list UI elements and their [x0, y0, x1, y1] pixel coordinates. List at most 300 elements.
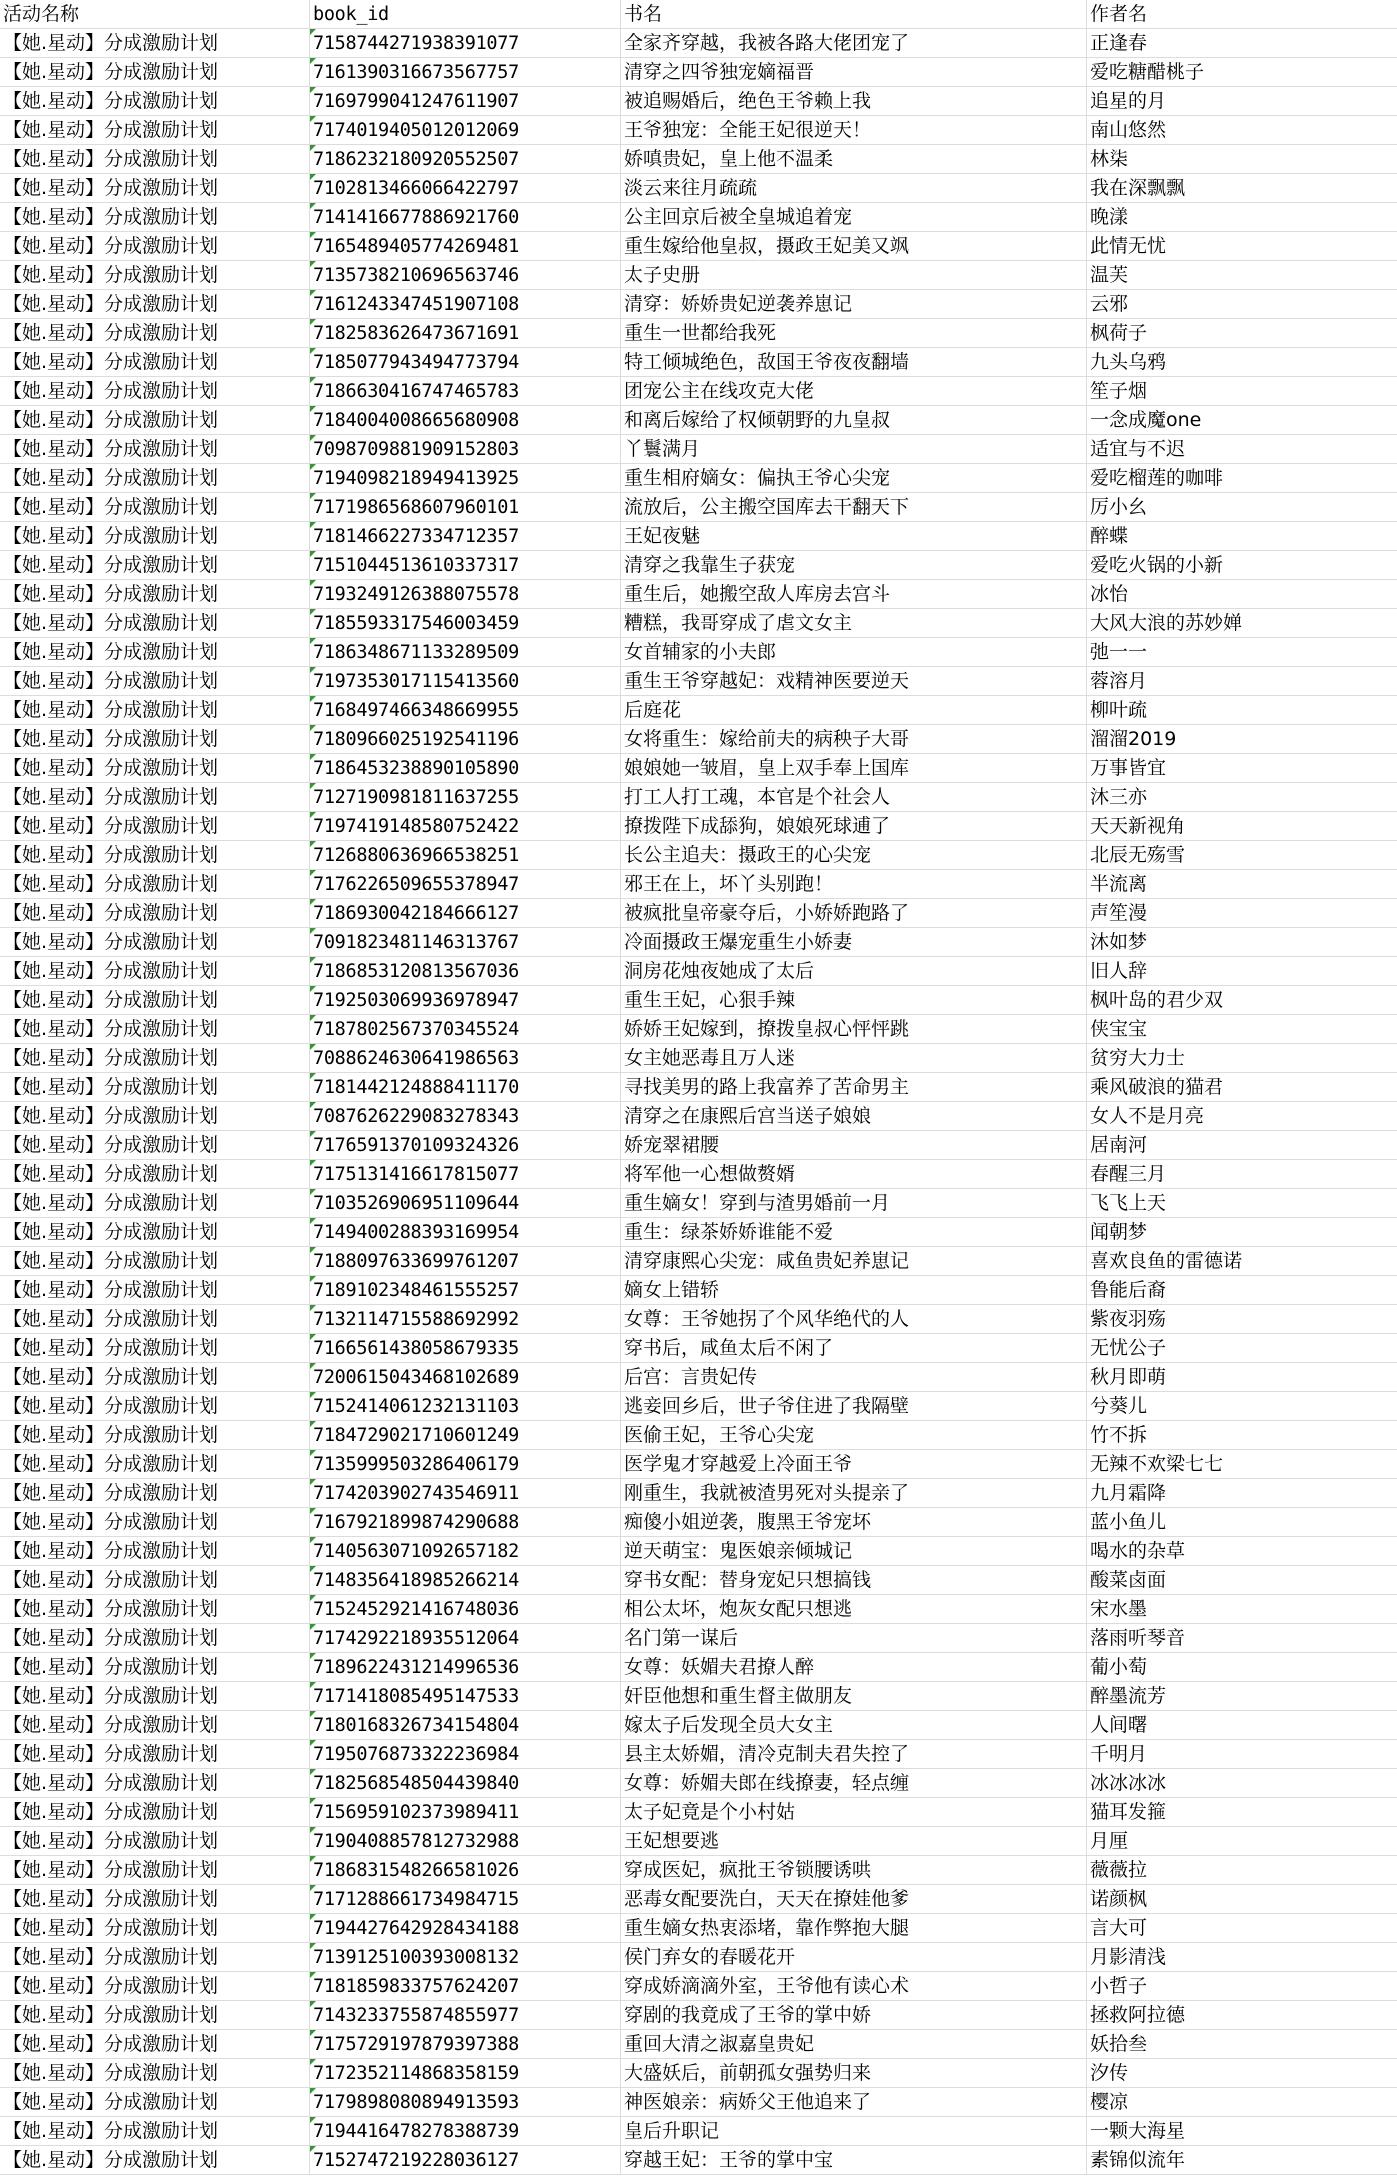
author-name-cell[interactable]: 千明月 — [1090, 1743, 1148, 1765]
book-title-cell[interactable]: 医偷王妃，王爷心尖宠 — [621, 1421, 1087, 1449]
book-title-cell[interactable]: 女尊：王爷她拐了个风华绝代的人 — [621, 1305, 1087, 1333]
activity-name-cell[interactable]: 【她.星动】分成激励计划 — [0, 1160, 310, 1188]
book-title-cell[interactable]: 被疯批皇帝豪夺后，小娇娇跑路了 — [621, 899, 1087, 927]
activity-name-cell[interactable]: 【她.星动】分成激励计划 — [0, 1943, 310, 1971]
book-id-cell[interactable] — [310, 1566, 621, 1594]
author-name-cell[interactable]: 声笙漫 — [1090, 902, 1148, 924]
book-id-cell[interactable] — [310, 841, 621, 869]
activity-name-cell[interactable]: 【她.星动】分成激励计划 — [0, 1856, 310, 1884]
book-id-cell[interactable] — [310, 957, 621, 985]
author-name-cell[interactable]: 猫耳发箍 — [1090, 1801, 1167, 1823]
book-id-cell[interactable] — [310, 1595, 621, 1623]
book-id-cell[interactable] — [310, 58, 621, 86]
author-name-cell[interactable]: 薇薇拉 — [1090, 1859, 1148, 1881]
book-id-cell[interactable] — [310, 203, 621, 231]
book-title-cell[interactable]: 穿书后，咸鱼太后不闲了 — [621, 1334, 1087, 1362]
book-title-cell[interactable]: 冷面摄政王爆宠重生小娇妻 — [621, 928, 1087, 956]
author-name-cell[interactable]: 妖拾叁 — [1090, 2033, 1148, 2055]
book-id-cell[interactable] — [310, 29, 621, 57]
book-id-cell[interactable] — [310, 1682, 621, 1710]
activity-name-cell[interactable]: 【她.星动】分成激励计划 — [0, 870, 310, 898]
book-id-cell[interactable] — [310, 899, 621, 927]
book-id-cell[interactable] — [310, 1421, 621, 1449]
book-id-cell[interactable] — [310, 1015, 621, 1043]
book-title-cell[interactable]: 娘娘她一皱眉，皇上双手奉上国库 — [621, 754, 1087, 782]
book-title-cell[interactable]: 穿剧的我竟成了王爷的掌中娇 — [621, 2001, 1087, 2029]
book-id-cell[interactable] — [310, 1827, 621, 1855]
activity-name-cell[interactable]: 【她.星动】分成激励计划 — [0, 1508, 310, 1536]
author-name-cell[interactable]: 樱凉 — [1090, 2091, 1129, 2113]
activity-name-cell[interactable]: 【她.星动】分成激励计划 — [0, 1798, 310, 1826]
author-name-cell[interactable]: 蓝小鱼儿 — [1090, 1511, 1167, 1533]
book-title-cell[interactable]: 痴傻小姐逆袭，腹黑王爷宠坏 — [621, 1508, 1087, 1536]
activity-name-cell[interactable]: 【她.星动】分成激励计划 — [0, 261, 310, 289]
activity-name-cell[interactable]: 【她.星动】分成激励计划 — [0, 928, 310, 956]
book-title-cell[interactable]: 女首辅家的小夫郎 — [621, 638, 1087, 666]
book-id-cell[interactable] — [310, 812, 621, 840]
author-name-cell[interactable]: 紫夜羽殇 — [1090, 1308, 1167, 1330]
book-id-cell[interactable] — [310, 232, 621, 260]
book-title-cell[interactable]: 侯门弃女的春暖花开 — [621, 1943, 1087, 1971]
book-id-cell[interactable] — [310, 2001, 621, 2029]
author-name-cell[interactable]: 秋月即萌 — [1090, 1366, 1167, 1388]
activity-name-cell[interactable]: 【她.星动】分成激励计划 — [0, 1769, 310, 1797]
book-title-cell[interactable]: 重生后，她搬空敌人库房去宫斗 — [621, 580, 1087, 608]
author-name-cell[interactable]: 喜欢良鱼的雷德诺 — [1090, 1250, 1243, 1272]
book-title-cell[interactable]: 洞房花烛夜她成了太后 — [621, 957, 1087, 985]
author-name-cell[interactable]: 厉小幺 — [1090, 496, 1148, 518]
book-id-cell[interactable] — [310, 2117, 621, 2145]
book-id-cell[interactable] — [310, 87, 621, 115]
author-name-cell[interactable]: 居南河 — [1090, 1134, 1148, 1156]
activity-name-cell[interactable]: 【她.星动】分成激励计划 — [0, 1624, 310, 1652]
book-id-cell[interactable] — [310, 1479, 621, 1507]
author-name-cell[interactable]: 晚漾 — [1090, 206, 1129, 228]
book-id-cell[interactable] — [310, 1305, 621, 1333]
author-name-cell[interactable]: 蓉溶月 — [1090, 670, 1148, 692]
book-id-cell[interactable] — [310, 754, 621, 782]
activity-name-cell[interactable]: 【她.星动】分成激励计划 — [0, 1653, 310, 1681]
book-title-cell[interactable]: 恶毒女配要洗白，天天在撩娃他爹 — [621, 1885, 1087, 1913]
activity-name-cell[interactable]: 【她.星动】分成激励计划 — [0, 1682, 310, 1710]
activity-name-cell[interactable]: 【她.星动】分成激励计划 — [0, 725, 310, 753]
book-id-cell[interactable] — [310, 1769, 621, 1797]
author-name-cell[interactable]: 月厘 — [1090, 1830, 1129, 1852]
activity-name-cell[interactable]: 【她.星动】分成激励计划 — [0, 1537, 310, 1565]
author-name-cell[interactable]: 弛一一 — [1090, 641, 1148, 663]
book-id-cell[interactable] — [310, 1363, 621, 1391]
activity-name-cell[interactable]: 【她.星动】分成激励计划 — [0, 1479, 310, 1507]
book-id-cell[interactable] — [310, 2146, 621, 2174]
book-id-cell[interactable] — [310, 1914, 621, 1942]
author-name-cell[interactable]: 枫荷子 — [1090, 322, 1148, 344]
book-title-cell[interactable]: 娇宠翠裙腰 — [621, 1131, 1087, 1159]
author-name-cell[interactable]: 柳叶疏 — [1090, 699, 1148, 721]
activity-name-cell[interactable]: 【她.星动】分成激励计划 — [0, 319, 310, 347]
activity-name-cell[interactable]: 【她.星动】分成激励计划 — [0, 2030, 310, 2058]
book-title-cell[interactable]: 名门第一谋后 — [621, 1624, 1087, 1652]
book-title-cell[interactable]: 被追赐婚后，绝色王爷赖上我 — [621, 87, 1087, 115]
book-title-cell[interactable]: 穿成医妃，疯批王爷锁腰诱哄 — [621, 1856, 1087, 1884]
book-id-cell[interactable] — [310, 493, 621, 521]
author-name-cell[interactable]: 竹不拆 — [1090, 1424, 1148, 1446]
book-title-cell[interactable]: 刚重生，我就被渣男死对头提亲了 — [621, 1479, 1087, 1507]
book-id-cell[interactable] — [310, 261, 621, 289]
book-title-cell[interactable]: 神医娘亲：病娇父王他追来了 — [621, 2088, 1087, 2116]
activity-name-cell[interactable]: 【她.星动】分成激励计划 — [0, 435, 310, 463]
header-activity-name[interactable]: 活动名称 — [0, 0, 310, 28]
author-name-cell[interactable]: 无忧公子 — [1090, 1337, 1167, 1359]
book-title-cell[interactable]: 清穿之在康熙后宫当送子娘娘 — [621, 1102, 1087, 1130]
activity-name-cell[interactable]: 【她.星动】分成激励计划 — [0, 638, 310, 666]
book-id-cell[interactable] — [310, 609, 621, 637]
book-title-cell[interactable]: 王爷独宠：全能王妃很逆天！ — [621, 116, 1087, 144]
book-id-cell[interactable] — [310, 667, 621, 695]
activity-name-cell[interactable]: 【她.星动】分成激励计划 — [0, 986, 310, 1014]
author-name-cell[interactable]: 春醒三月 — [1090, 1163, 1167, 1185]
author-name-cell[interactable]: 北辰无殇雪 — [1090, 844, 1186, 866]
author-name-cell[interactable]: 爱吃榴莲的咖啡 — [1090, 467, 1224, 489]
author-name-cell[interactable]: 醉墨流芳 — [1090, 1685, 1167, 1707]
activity-name-cell[interactable]: 【她.星动】分成激励计划 — [0, 116, 310, 144]
book-title-cell[interactable]: 重生：绿茶娇娇谁能不爱 — [621, 1218, 1087, 1246]
header-book-title[interactable]: 书名 — [621, 0, 1087, 28]
book-id-cell[interactable] — [310, 1160, 621, 1188]
book-id-cell[interactable] — [310, 1044, 621, 1072]
author-name-cell[interactable]: 冰怡 — [1090, 583, 1129, 605]
book-id-cell[interactable] — [310, 1508, 621, 1536]
author-name-cell[interactable]: 言大可 — [1090, 1917, 1148, 1939]
book-id-cell[interactable] — [310, 2030, 621, 2058]
activity-name-cell[interactable]: 【她.星动】分成激励计划 — [0, 1044, 310, 1072]
author-name-cell[interactable]: 鲁能后裔 — [1090, 1279, 1167, 1301]
book-title-cell[interactable]: 清穿之我靠生子获宠 — [621, 551, 1087, 579]
activity-name-cell[interactable]: 【她.星动】分成激励计划 — [0, 522, 310, 550]
author-name-cell[interactable]: 此情无忧 — [1090, 235, 1167, 257]
activity-name-cell[interactable]: 【她.星动】分成激励计划 — [0, 667, 310, 695]
author-name-cell[interactable]: 沐三亦 — [1090, 786, 1148, 808]
activity-name-cell[interactable]: 【她.星动】分成激励计划 — [0, 348, 310, 376]
book-id-cell[interactable] — [310, 145, 621, 173]
author-name-cell[interactable]: 拯救阿拉德 — [1090, 2004, 1186, 2026]
book-id-cell[interactable] — [310, 1653, 621, 1681]
author-name-cell[interactable]: 酸菜卤面 — [1090, 1569, 1167, 1591]
book-title-cell[interactable]: 撩拨陛下成舔狗，娘娘死球逋了 — [621, 812, 1087, 840]
book-id-cell[interactable] — [310, 116, 621, 144]
activity-name-cell[interactable]: 【她.星动】分成激励计划 — [0, 1972, 310, 2000]
book-id-cell[interactable] — [310, 551, 621, 579]
author-name-cell[interactable]: 一念成魔one — [1090, 409, 1202, 431]
book-title-cell[interactable]: 后宫：言贵妃传 — [621, 1363, 1087, 1391]
header-author-name[interactable]: 作者名 — [1090, 3, 1148, 25]
book-title-cell[interactable]: 清穿之四爷独宠嫡福晋 — [621, 58, 1087, 86]
author-name-cell[interactable]: 一颗大海星 — [1090, 2120, 1186, 2142]
book-title-cell[interactable]: 特工倾城绝色，敌国王爷夜夜翻墙 — [621, 348, 1087, 376]
book-id-cell[interactable] — [310, 1885, 621, 1913]
author-name-cell[interactable]: 适宜与不迟 — [1090, 438, 1186, 460]
activity-name-cell[interactable]: 【她.星动】分成激励计划 — [0, 1276, 310, 1304]
author-name-cell[interactable]: 旧人辞 — [1090, 960, 1148, 982]
activity-name-cell[interactable]: 【她.星动】分成激励计划 — [0, 2146, 310, 2174]
author-name-cell[interactable]: 飞飞上天 — [1090, 1192, 1167, 1214]
book-title-cell[interactable]: 娇娇王妃嫁到，撩拨皇叔心怦怦跳 — [621, 1015, 1087, 1043]
activity-name-cell[interactable]: 【她.星动】分成激励计划 — [0, 174, 310, 202]
author-name-cell[interactable]: 爱吃糖醋桃子 — [1090, 61, 1205, 83]
author-name-cell[interactable]: 兮葵儿 — [1090, 1395, 1148, 1417]
book-title-cell[interactable]: 女尊：妖媚夫君撩人醉 — [621, 1653, 1087, 1681]
book-title-cell[interactable]: 后庭花 — [621, 696, 1087, 724]
activity-name-cell[interactable]: 【她.星动】分成激励计划 — [0, 812, 310, 840]
activity-name-cell[interactable]: 【她.星动】分成激励计划 — [0, 145, 310, 173]
book-id-cell[interactable] — [310, 696, 621, 724]
book-id-cell[interactable] — [310, 1537, 621, 1565]
author-name-cell[interactable]: 葡小萄 — [1090, 1656, 1148, 1678]
book-title-cell[interactable]: 寻找美男的路上我富养了苦命男主 — [621, 1073, 1087, 1101]
author-name-cell[interactable]: 乘风破浪的猫君 — [1090, 1076, 1224, 1098]
activity-name-cell[interactable]: 【她.星动】分成激励计划 — [0, 377, 310, 405]
book-id-cell[interactable] — [310, 1102, 621, 1130]
activity-name-cell[interactable]: 【她.星动】分成激励计划 — [0, 696, 310, 724]
book-id-cell[interactable] — [310, 1624, 621, 1652]
activity-name-cell[interactable]: 【她.星动】分成激励计划 — [0, 1450, 310, 1478]
activity-name-cell[interactable]: 【她.星动】分成激励计划 — [0, 1711, 310, 1739]
book-id-cell[interactable] — [310, 464, 621, 492]
book-title-cell[interactable]: 逆天萌宝：鬼医娘亲倾城记 — [621, 1537, 1087, 1565]
book-id-cell[interactable] — [310, 725, 621, 753]
activity-name-cell[interactable]: 【她.星动】分成激励计划 — [0, 783, 310, 811]
book-id-cell[interactable] — [310, 522, 621, 550]
book-title-cell[interactable]: 穿越王妃：王爷的掌中宝 — [621, 2146, 1087, 2174]
activity-name-cell[interactable]: 【她.星动】分成激励计划 — [0, 1334, 310, 1362]
book-id-cell[interactable] — [310, 1247, 621, 1275]
author-name-cell[interactable]: 天天新视角 — [1090, 815, 1186, 837]
activity-name-cell[interactable]: 【她.星动】分成激励计划 — [0, 551, 310, 579]
activity-name-cell[interactable]: 【她.星动】分成激励计划 — [0, 1189, 310, 1217]
author-name-cell[interactable]: 醉蝶 — [1090, 525, 1129, 547]
author-name-cell[interactable]: 喝水的杂草 — [1090, 1540, 1186, 1562]
activity-name-cell[interactable]: 【她.星动】分成激励计划 — [0, 1131, 310, 1159]
activity-name-cell[interactable]: 【她.星动】分成激励计划 — [0, 1914, 310, 1942]
activity-name-cell[interactable]: 【她.星动】分成激励计划 — [0, 464, 310, 492]
book-id-cell[interactable] — [310, 2059, 621, 2087]
author-name-cell[interactable]: 无辣不欢梁七七 — [1090, 1453, 1224, 1475]
book-title-cell[interactable]: 嫁太子后发现全员大女主 — [621, 1711, 1087, 1739]
book-id-cell[interactable] — [310, 1740, 621, 1768]
activity-name-cell[interactable]: 【她.星动】分成激励计划 — [0, 2088, 310, 2116]
book-title-cell[interactable]: 女主她恶毒且万人迷 — [621, 1044, 1087, 1072]
author-name-cell[interactable]: 冰冰冰冰 — [1090, 1772, 1167, 1794]
book-id-cell[interactable] — [310, 435, 621, 463]
book-title-cell[interactable]: 流放后，公主搬空国库去干翻天下 — [621, 493, 1087, 521]
book-id-cell[interactable] — [310, 1798, 621, 1826]
activity-name-cell[interactable]: 【她.星动】分成激励计划 — [0, 232, 310, 260]
activity-name-cell[interactable]: 【她.星动】分成激励计划 — [0, 580, 310, 608]
book-id-cell[interactable] — [310, 1334, 621, 1362]
author-name-cell[interactable]: 闻朝梦 — [1090, 1221, 1148, 1243]
book-title-cell[interactable]: 女尊：娇媚夫郎在线撩妻，轻点缠 — [621, 1769, 1087, 1797]
author-name-cell[interactable]: 素锦似流年 — [1090, 2149, 1186, 2171]
book-title-cell[interactable]: 团宠公主在线攻克大佬 — [621, 377, 1087, 405]
activity-name-cell[interactable]: 【她.星动】分成激励计划 — [0, 1421, 310, 1449]
author-name-cell[interactable]: 女人不是月亮 — [1090, 1105, 1205, 1127]
author-name-cell[interactable]: 正逢春 — [1090, 32, 1148, 54]
activity-name-cell[interactable]: 【她.星动】分成激励计划 — [0, 957, 310, 985]
activity-name-cell[interactable]: 【她.星动】分成激励计划 — [0, 609, 310, 637]
book-title-cell[interactable]: 重生嫁给他皇叔，摄政王妃美又飒 — [621, 232, 1087, 260]
book-title-cell[interactable]: 公主回京后被全皇城追着宠 — [621, 203, 1087, 231]
author-name-cell[interactable]: 侠宝宝 — [1090, 1018, 1148, 1040]
book-title-cell[interactable]: 邪王在上，坏丫头别跑！ — [621, 870, 1087, 898]
book-title-cell[interactable]: 女将重生：嫁给前夫的病秧子大哥 — [621, 725, 1087, 753]
author-name-cell[interactable]: 汐传 — [1090, 2062, 1129, 2084]
book-title-cell[interactable]: 大盛妖后，前朝孤女强势归来 — [621, 2059, 1087, 2087]
activity-name-cell[interactable]: 【她.星动】分成激励计划 — [0, 841, 310, 869]
activity-name-cell[interactable]: 【她.星动】分成激励计划 — [0, 1740, 310, 1768]
book-title-cell[interactable]: 和离后嫁给了权倾朝野的九皇叔 — [621, 406, 1087, 434]
book-id-cell[interactable] — [310, 174, 621, 202]
author-name-cell[interactable]: 南山悠然 — [1090, 119, 1167, 141]
book-id-cell[interactable] — [310, 783, 621, 811]
activity-name-cell[interactable]: 【她.星动】分成激励计划 — [0, 29, 310, 57]
book-title-cell[interactable]: 王妃想要逃 — [621, 1827, 1087, 1855]
book-title-cell[interactable]: 糟糕，我哥穿成了虐文女主 — [621, 609, 1087, 637]
book-title-cell[interactable]: 打工人打工魂，本官是个社会人 — [621, 783, 1087, 811]
activity-name-cell[interactable]: 【她.星动】分成激励计划 — [0, 1566, 310, 1594]
book-title-cell[interactable]: 全家齐穿越，我被各路大佬团宠了 — [621, 29, 1087, 57]
activity-name-cell[interactable]: 【她.星动】分成激励计划 — [0, 493, 310, 521]
book-title-cell[interactable]: 太子妃竟是个小村姑 — [621, 1798, 1087, 1826]
book-title-cell[interactable]: 县主太娇媚，清冷克制夫君失控了 — [621, 1740, 1087, 1768]
book-id-cell[interactable] — [310, 1450, 621, 1478]
activity-name-cell[interactable]: 【她.星动】分成激励计划 — [0, 406, 310, 434]
book-title-cell[interactable]: 清穿：娇娇贵妃逆袭养崽记 — [621, 290, 1087, 318]
book-id-cell[interactable] — [310, 319, 621, 347]
book-id-cell[interactable] — [310, 348, 621, 376]
book-id-cell[interactable] — [310, 2088, 621, 2116]
book-id-cell[interactable] — [310, 406, 621, 434]
book-title-cell[interactable]: 重生王爷穿越妃：戏精神医要逆天 — [621, 667, 1087, 695]
book-title-cell[interactable]: 嫡女上错轿 — [621, 1276, 1087, 1304]
book-title-cell[interactable]: 淡云来往月疏疏 — [621, 174, 1087, 202]
author-name-cell[interactable]: 人间曙 — [1090, 1714, 1148, 1736]
author-name-cell[interactable]: 笙子烟 — [1090, 380, 1148, 402]
book-id-cell[interactable] — [310, 1073, 621, 1101]
book-id-cell[interactable] — [310, 928, 621, 956]
author-name-cell[interactable]: 贫穷大力士 — [1090, 1047, 1186, 1069]
author-name-cell[interactable]: 温芙 — [1090, 264, 1129, 286]
book-title-cell[interactable]: 长公主追夫：摄政王的心尖宠 — [621, 841, 1087, 869]
book-id-cell[interactable] — [310, 1392, 621, 1420]
author-name-cell[interactable]: 九头乌鸦 — [1090, 351, 1167, 373]
activity-name-cell[interactable]: 【她.星动】分成激励计划 — [0, 2117, 310, 2145]
book-title-cell[interactable]: 重生一世都给我死 — [621, 319, 1087, 347]
activity-name-cell[interactable]: 【她.星动】分成激励计划 — [0, 1218, 310, 1246]
activity-name-cell[interactable]: 【她.星动】分成激励计划 — [0, 290, 310, 318]
author-name-cell[interactable]: 落雨听琴音 — [1090, 1627, 1186, 1649]
activity-name-cell[interactable]: 【她.星动】分成激励计划 — [0, 2059, 310, 2087]
book-id-cell[interactable] — [310, 1189, 621, 1217]
book-title-cell[interactable]: 重生王妃，心狠手辣 — [621, 986, 1087, 1014]
book-title-cell[interactable]: 将军他一心想做赘婿 — [621, 1160, 1087, 1188]
book-id-cell[interactable] — [310, 1943, 621, 1971]
activity-name-cell[interactable]: 【她.星动】分成激励计划 — [0, 1073, 310, 1101]
header-book-id[interactable]: book_id — [310, 0, 621, 28]
author-name-cell[interactable]: 半流离 — [1090, 873, 1148, 895]
activity-name-cell[interactable]: 【她.星动】分成激励计划 — [0, 1102, 310, 1130]
activity-name-cell[interactable]: 【她.星动】分成激励计划 — [0, 1363, 310, 1391]
activity-name-cell[interactable]: 【她.星动】分成激励计划 — [0, 1885, 310, 1913]
book-id-cell[interactable] — [310, 1711, 621, 1739]
book-id-cell[interactable] — [310, 580, 621, 608]
activity-name-cell[interactable]: 【她.星动】分成激励计划 — [0, 2001, 310, 2029]
book-title-cell[interactable]: 丫鬟满月 — [621, 435, 1087, 463]
book-title-cell[interactable]: 穿书女配：替身宠妃只想搞钱 — [621, 1566, 1087, 1594]
book-title-cell[interactable]: 奸臣他想和重生督主做朋友 — [621, 1682, 1087, 1710]
activity-name-cell[interactable]: 【她.星动】分成激励计划 — [0, 1595, 310, 1623]
author-name-cell[interactable]: 诺颜枫 — [1090, 1888, 1148, 1910]
activity-name-cell[interactable]: 【她.星动】分成激励计划 — [0, 58, 310, 86]
activity-name-cell[interactable]: 【她.星动】分成激励计划 — [0, 1247, 310, 1275]
book-title-cell[interactable]: 重回大清之淑嘉皇贵妃 — [621, 2030, 1087, 2058]
book-id-cell[interactable] — [310, 870, 621, 898]
book-id-cell[interactable] — [310, 1131, 621, 1159]
book-title-cell[interactable]: 王妃夜魅 — [621, 522, 1087, 550]
activity-name-cell[interactable]: 【她.星动】分成激励计划 — [0, 1827, 310, 1855]
author-name-cell[interactable]: 九月霜降 — [1090, 1482, 1167, 1504]
author-name-cell[interactable]: 林柒 — [1090, 148, 1129, 170]
book-title-cell[interactable]: 逃妾回乡后，世子爷住进了我隔壁 — [621, 1392, 1087, 1420]
book-id-cell[interactable] — [310, 986, 621, 1014]
activity-name-cell[interactable]: 【她.星动】分成激励计划 — [0, 1305, 310, 1333]
book-title-cell[interactable]: 重生嫡女热衷添堵，靠作弊抱大腿 — [621, 1914, 1087, 1942]
author-name-cell[interactable]: 宋水墨 — [1090, 1598, 1148, 1620]
book-title-cell[interactable]: 太子史册 — [621, 261, 1087, 289]
book-title-cell[interactable]: 清穿康熙心尖宠：咸鱼贵妃养崽记 — [621, 1247, 1087, 1275]
author-name-cell[interactable]: 小哲子 — [1090, 1975, 1148, 1997]
book-title-cell[interactable]: 相公太坏，炮灰女配只想逃 — [621, 1595, 1087, 1623]
book-title-cell[interactable]: 皇后升职记 — [621, 2117, 1087, 2145]
author-name-cell[interactable]: 我在深飘飘 — [1090, 177, 1186, 199]
activity-name-cell[interactable]: 【她.星动】分成激励计划 — [0, 754, 310, 782]
book-title-cell[interactable]: 重生嫡女！穿到与渣男婚前一月 — [621, 1189, 1087, 1217]
book-title-cell[interactable]: 重生相府嫡女：偏执王爷心尖宠 — [621, 464, 1087, 492]
author-name-cell[interactable]: 万事皆宜 — [1090, 757, 1167, 779]
book-id-cell[interactable] — [310, 638, 621, 666]
author-name-cell[interactable]: 追星的月 — [1090, 90, 1167, 112]
activity-name-cell[interactable]: 【她.星动】分成激励计划 — [0, 1015, 310, 1043]
author-name-cell[interactable]: 月影清浅 — [1090, 1946, 1167, 1968]
activity-name-cell[interactable]: 【她.星动】分成激励计划 — [0, 87, 310, 115]
book-id-cell[interactable] — [310, 377, 621, 405]
book-title-cell[interactable]: 医学鬼才穿越爱上冷面王爷 — [621, 1450, 1087, 1478]
author-name-cell[interactable]: 沐如梦 — [1090, 931, 1148, 953]
book-id-cell[interactable] — [310, 1218, 621, 1246]
activity-name-cell[interactable]: 【她.星动】分成激励计划 — [0, 899, 310, 927]
book-title-cell[interactable]: 娇嗔贵妃，皇上他不温柔 — [621, 145, 1087, 173]
book-id-cell[interactable] — [310, 290, 621, 318]
book-id-cell[interactable] — [310, 1856, 621, 1884]
book-id-cell[interactable] — [310, 1276, 621, 1304]
author-name-cell[interactable]: 爱吃火锅的小新 — [1090, 554, 1224, 576]
author-name-cell[interactable]: 云邪 — [1090, 293, 1129, 315]
author-name-cell[interactable]: 大风大浪的苏妙婵 — [1090, 612, 1243, 634]
book-title-cell[interactable]: 穿成娇滴滴外室，王爷他有读心术 — [621, 1972, 1087, 2000]
activity-name-cell[interactable]: 【她.星动】分成激励计划 — [0, 1392, 310, 1420]
book-id-cell[interactable] — [310, 1972, 621, 2000]
author-name-cell[interactable]: 枫叶岛的君少双 — [1090, 989, 1224, 1011]
activity-name-cell[interactable]: 【她.星动】分成激励计划 — [0, 203, 310, 231]
author-name-cell[interactable]: 溜溜2019 — [1090, 728, 1177, 750]
